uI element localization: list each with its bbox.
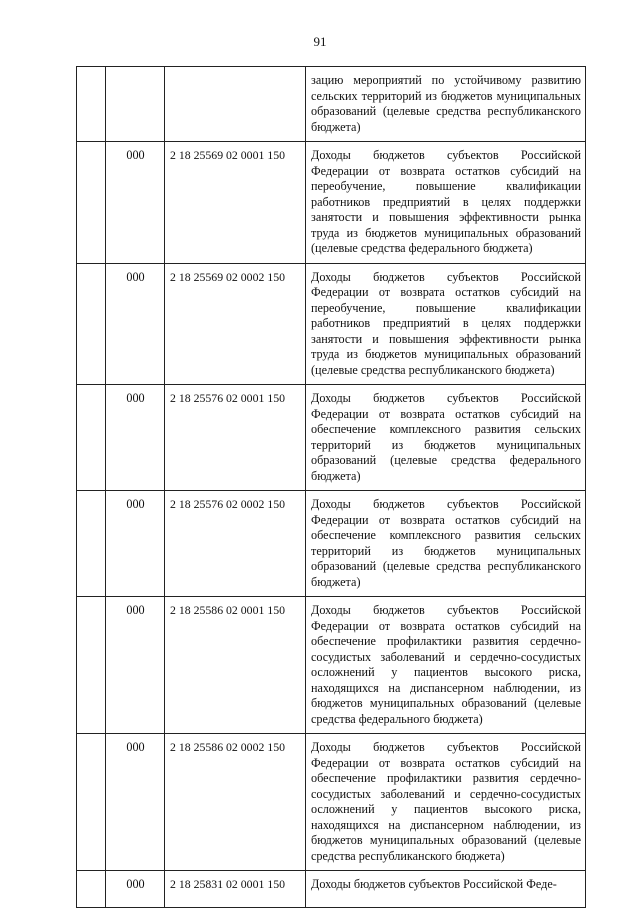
admin-code-cell [106,67,165,142]
row-number-cell [77,263,106,385]
budget-code-cell: 2 18 25569 02 0001 150 [165,142,306,264]
table-row [77,385,586,491]
income-name-cell: Доходы бюджетов субъектов Российской Федерации от возврата остатков субсидий на обеспечение профилактики развития сердечно-сосудистых заболеваний и сердечно-сосудистых осложнений у пациентов высокого риска, находящихся на диспансерном наблюдении, из бюджетов муниципальных образований (целевые средства федерального бюджета) [306,597,586,734]
admin-code-cell: 000 [106,142,165,264]
income-name-cell: Доходы бюджетов субъектов Российской Федерации от возврата остатков субсидий на обеспечение профилактики развития сердечно-сосудистых заболеваний и сердечно-сосудистых осложнений у пациентов высокого риска, находящихся на диспансерном наблюдении, из бюджетов муниципальных образований (целевые средства республиканского бюджета) [306,734,586,871]
income-name-cell: Доходы бюджетов субъектов Российской Федерации от возврата остатков субсидий на переобучение, повышение квалификации работников предприятий в целях поддержки занятости и повышения эффективности рынка труда из бюджетов муниципальных образований (целевые средства республиканского бюджета) [306,263,586,385]
income-name-cell: Доходы бюджетов субъектов Российской Федерации от возврата остатков субсидий на переобучение, повышение квалификации работников предприятий в целях поддержки занятости и повышения эффективности рынка труда из бюджетов муниципальных образований (целевые средства федерального бюджета) [306,142,586,264]
row-number-cell [77,734,106,871]
table-row [77,871,586,908]
admin-code-cell: 000 [106,871,165,908]
budget-code-cell: 2 18 25586 02 0002 150 [165,734,306,871]
income-name-cell: зацию мероприятий по устойчивому развитию сельских территорий из бюджетов муниципальных образований (целевые средства республиканского бюджета) [306,67,586,142]
table-row [77,67,586,142]
admin-code-cell: 000 [106,263,165,385]
budget-code-cell: 2 18 25569 02 0002 150 [165,263,306,385]
income-name-cell: Доходы бюджетов субъектов Российской Федерации от возврата остатков субсидий на обеспечение комплексного развития сельских территорий из бюджетов муниципальных образований (целевые средства федерального бюджета) [306,385,586,491]
table-row [77,734,586,871]
budget-code-cell: 2 18 25586 02 0001 150 [165,597,306,734]
row-number-cell [77,67,106,142]
table-row [77,491,586,597]
income-name-cell: Доходы бюджетов субъектов Российской Федерации от возврата остатков субсидий на обеспечение комплексного развития сельских территорий из бюджетов муниципальных образований (целевые средства республиканского бюджета) [306,491,586,597]
admin-code-cell: 000 [106,734,165,871]
income-name-cell: Доходы бюджетов субъектов Российской Феде- [306,871,586,908]
row-number-cell [77,597,106,734]
admin-code-cell: 000 [106,597,165,734]
budget-code-cell: 2 18 25576 02 0002 150 [165,491,306,597]
budget-code-cell: 2 18 25576 02 0001 150 [165,385,306,491]
budget-classification-table [76,66,586,908]
budget-code-cell: 2 18 25831 02 0001 150 [165,871,306,908]
row-number-cell [77,491,106,597]
row-number-cell [77,142,106,264]
row-number-cell [77,385,106,491]
admin-code-cell: 000 [106,491,165,597]
table-row [77,597,586,734]
admin-code-cell: 000 [106,385,165,491]
table-row [77,263,586,385]
page-number: 91 [313,34,327,49]
row-number-cell [77,871,106,908]
table-row [77,142,586,264]
budget-code-cell [165,67,306,142]
